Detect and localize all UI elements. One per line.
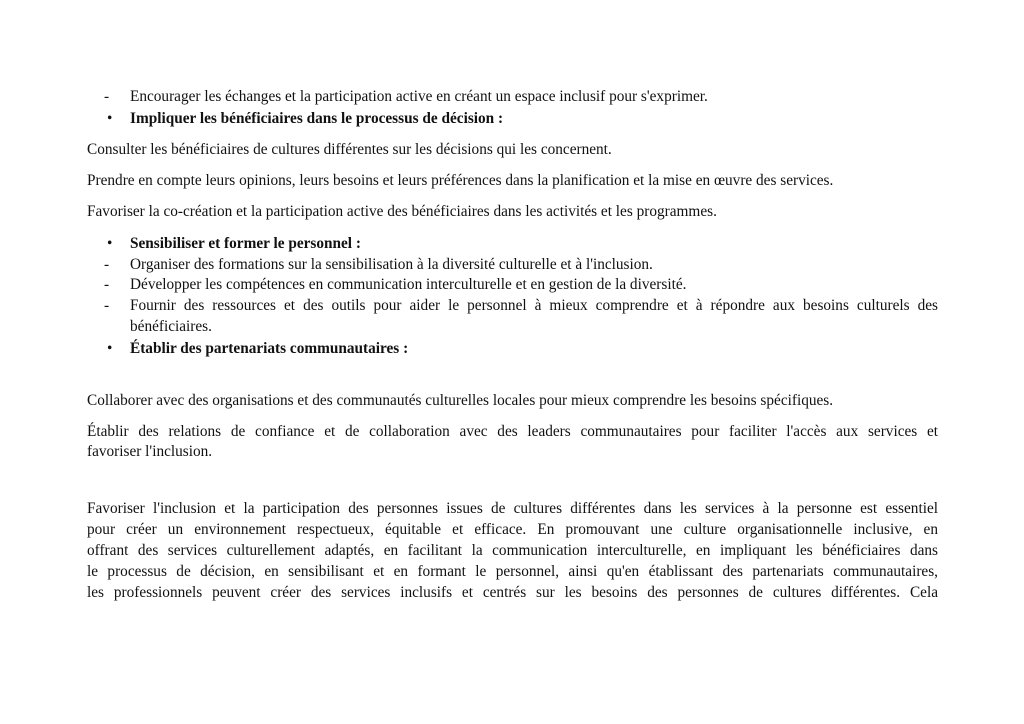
- conclusion-line: offrant des services culturellement adaptés, en facilitant la communication interculturelle, en impliquant les bénéficiaires dans: [87, 542, 938, 559]
- conclusion-line: le processus de décision, en sensibilisant et en formant le personnel, ainsi qu'en établissant des partenariats communautaires,: [87, 563, 938, 580]
- dash-marker: -: [104, 276, 110, 293]
- paragraph: Consulter les bénéficiaires de cultures différentes sur les décisions qui les concernent.: [87, 141, 612, 158]
- conclusion-line: les professionnels peuvent créer des services inclusifs et centrés sur les besoins des personnes de cultures différentes. Cela: [87, 584, 938, 601]
- conclusion-line: pour créer un environnement respectueux, équitable et efficace. En promouvant une culture organisationnelle inclusive, en: [87, 521, 938, 538]
- bullet-marker: •: [107, 110, 113, 127]
- paragraph: favoriser l'inclusion.: [87, 443, 213, 460]
- list-item: Encourager les échanges et la participation active en créant un espace inclusif pour s'exprimer.: [130, 88, 708, 105]
- section-heading: Sensibiliser et former le personnel :: [130, 235, 361, 252]
- paragraph: Prendre en compte leurs opinions, leurs besoins et leurs préférences dans la planification et la mise en œuvre des services.: [87, 172, 834, 189]
- dash-marker: -: [104, 256, 110, 273]
- paragraph: Favoriser la co-création et la participation active des bénéficiaires dans les activités et les programmes.: [87, 203, 717, 220]
- list-item: Fournir des ressources et des outils pour aider le personnel à mieux comprendre et à répondre aux besoins culturels des: [130, 297, 938, 314]
- dash-marker: -: [104, 297, 110, 314]
- bullet-marker: •: [107, 340, 113, 357]
- list-item-continuation: bénéficiaires.: [130, 318, 212, 335]
- list-item: Organiser des formations sur la sensibilisation à la diversité culturelle et à l'inclusion.: [130, 256, 653, 273]
- dash-marker: -: [104, 88, 110, 105]
- section-heading: Impliquer les bénéficiaires dans le processus de décision :: [130, 110, 504, 127]
- paragraph: Établir des relations de confiance et de collaboration avec des leaders communautaires pour faciliter l'accès aux services et: [87, 423, 938, 440]
- section-heading: Établir des partenariats communautaires :: [130, 340, 409, 357]
- bullet-marker: •: [107, 235, 113, 252]
- conclusion-line: Favoriser l'inclusion et la participation des personnes issues de cultures différentes dans les services à la personne est essentiel: [87, 500, 938, 517]
- list-item: Développer les compétences en communication interculturelle et en gestion de la diversité.: [130, 276, 687, 293]
- paragraph: Collaborer avec des organisations et des communautés culturelles locales pour mieux comprendre les besoins spécifiques.: [87, 392, 834, 409]
